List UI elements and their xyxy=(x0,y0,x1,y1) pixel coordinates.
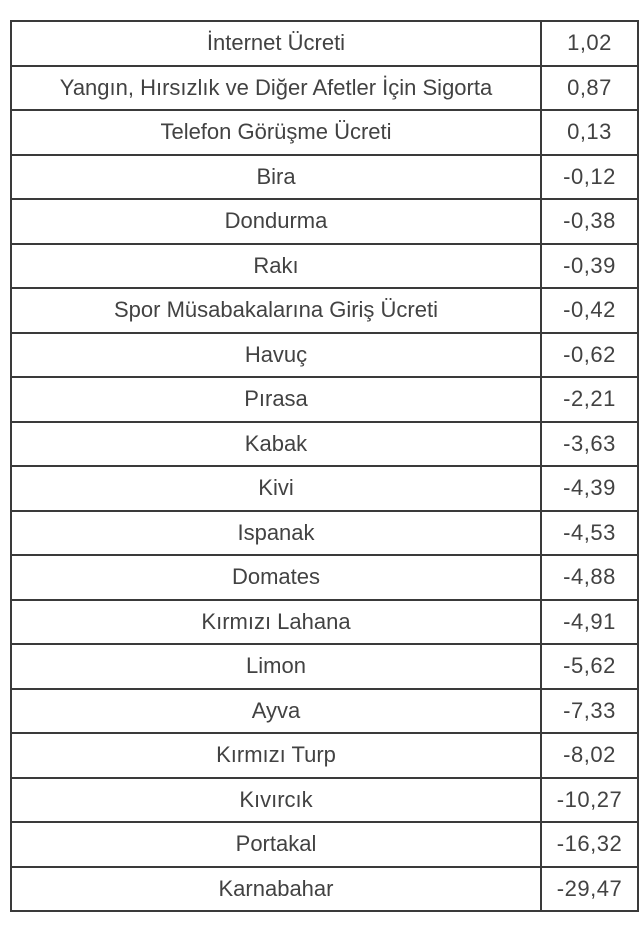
table-row xyxy=(11,377,638,422)
item-label: Kabak xyxy=(11,422,541,467)
item-value: -0,62 xyxy=(541,333,638,378)
item-label: Portakal xyxy=(11,822,541,867)
item-label: İnternet Ücreti xyxy=(11,21,541,66)
item-label: Pırasa xyxy=(11,377,541,422)
table-row xyxy=(11,600,638,645)
table-row xyxy=(11,466,638,511)
table-row xyxy=(11,644,638,689)
table-row xyxy=(11,867,638,912)
table-row xyxy=(11,288,638,333)
item-value: -0,12 xyxy=(541,155,638,200)
table-row xyxy=(11,555,638,600)
item-label: Kivi xyxy=(11,466,541,511)
item-value: -8,02 xyxy=(541,733,638,778)
table-row xyxy=(11,199,638,244)
item-value: -7,33 xyxy=(541,689,638,734)
item-value: -5,62 xyxy=(541,644,638,689)
item-value: -29,47 xyxy=(541,867,638,912)
table-row xyxy=(11,689,638,734)
item-label: Spor Müsabakalarına Giriş Ücreti xyxy=(11,288,541,333)
price-change-table xyxy=(10,20,639,912)
item-value: 1,02 xyxy=(541,21,638,66)
table-row xyxy=(11,822,638,867)
table-row xyxy=(11,155,638,200)
item-value: -16,32 xyxy=(541,822,638,867)
item-value: 0,87 xyxy=(541,66,638,111)
item-label: Bira xyxy=(11,155,541,200)
item-value: -0,42 xyxy=(541,288,638,333)
item-label: Limon xyxy=(11,644,541,689)
item-label: Kıvırcık xyxy=(11,778,541,823)
table-body xyxy=(11,21,638,911)
item-value: -4,39 xyxy=(541,466,638,511)
item-value: -2,21 xyxy=(541,377,638,422)
item-value: -0,39 xyxy=(541,244,638,289)
table-row xyxy=(11,21,638,66)
table-row xyxy=(11,110,638,155)
item-value: -10,27 xyxy=(541,778,638,823)
item-label: Yangın, Hırsızlık ve Diğer Afetler İçin Sigorta xyxy=(11,66,541,111)
item-label: Ispanak xyxy=(11,511,541,556)
item-label: Kırmızı Lahana xyxy=(11,600,541,645)
item-label: Rakı xyxy=(11,244,541,289)
table-row xyxy=(11,244,638,289)
item-value: -0,38 xyxy=(541,199,638,244)
item-value: -3,63 xyxy=(541,422,638,467)
table-row xyxy=(11,733,638,778)
item-label: Ayva xyxy=(11,689,541,734)
item-label: Telefon Görüşme Ücreti xyxy=(11,110,541,155)
table-row xyxy=(11,333,638,378)
item-value: 0,13 xyxy=(541,110,638,155)
item-label: Domates xyxy=(11,555,541,600)
item-value: -4,88 xyxy=(541,555,638,600)
item-label: Kırmızı Turp xyxy=(11,733,541,778)
table-row xyxy=(11,66,638,111)
item-value: -4,91 xyxy=(541,600,638,645)
table-row xyxy=(11,422,638,467)
item-label: Karnabahar xyxy=(11,867,541,912)
table-row xyxy=(11,511,638,556)
item-value: -4,53 xyxy=(541,511,638,556)
item-label: Havuç xyxy=(11,333,541,378)
item-label: Dondurma xyxy=(11,199,541,244)
table-row xyxy=(11,778,638,823)
